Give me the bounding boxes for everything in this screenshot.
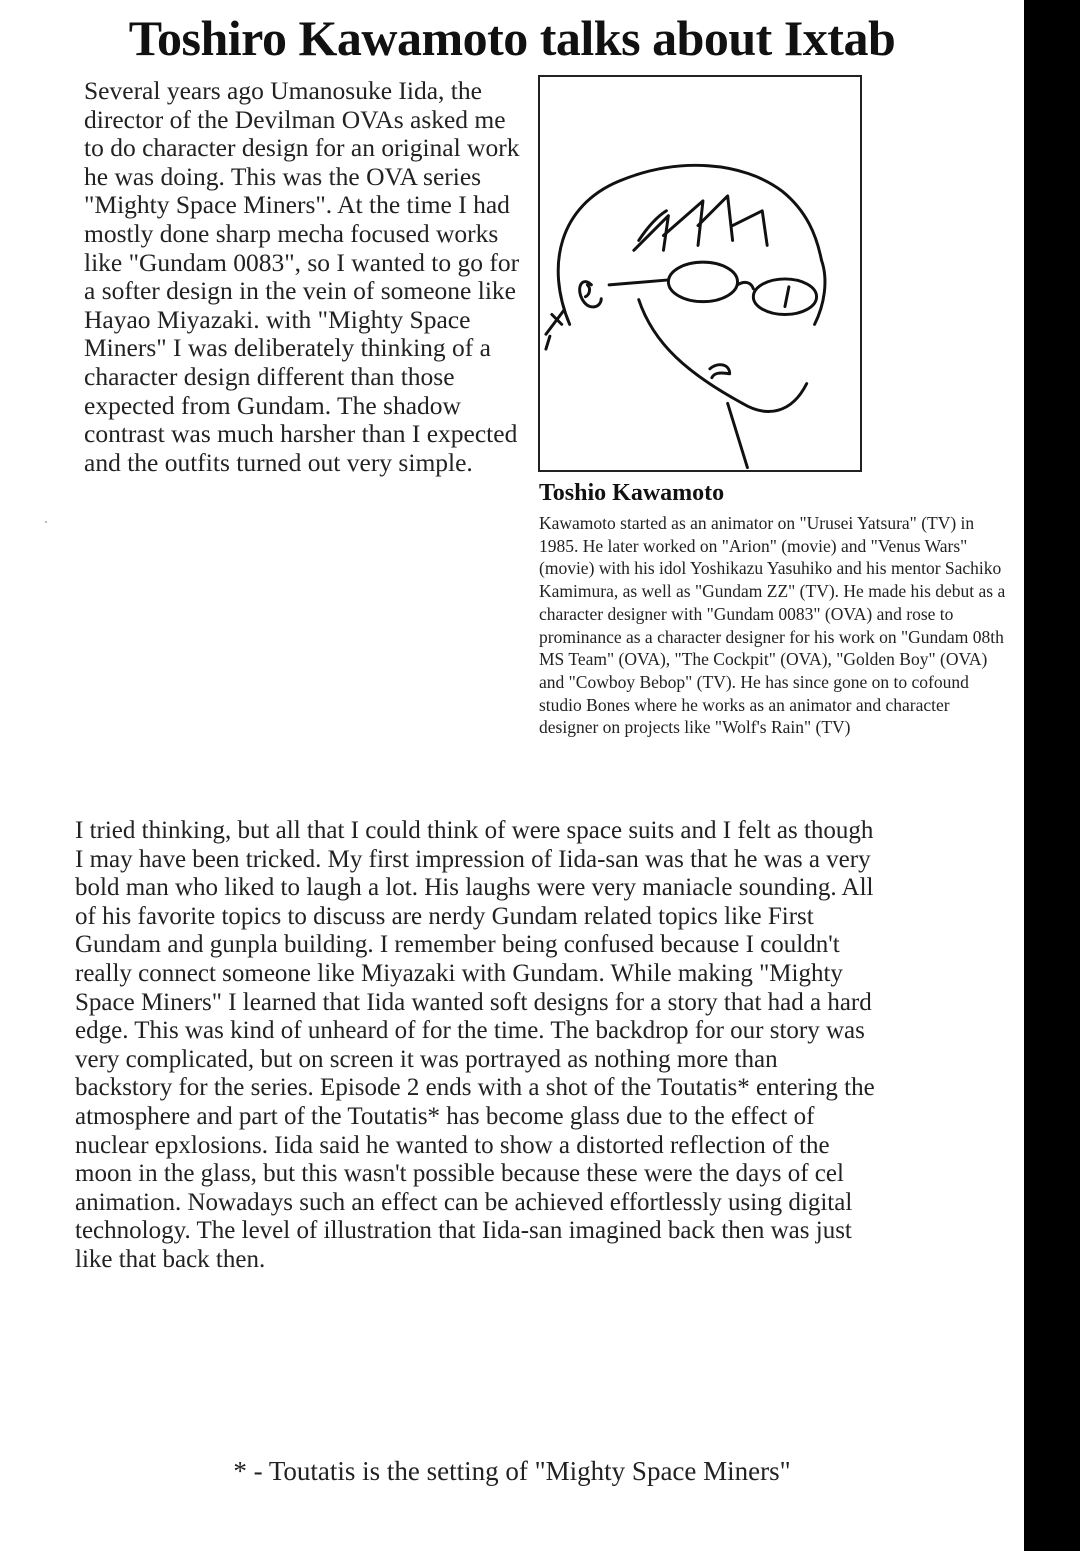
scan-speck <box>45 521 47 523</box>
author-portrait-illustration <box>538 75 862 472</box>
main-body-paragraph: I tried thinking, but all that I could think of were space suits and I felt as though I may have been tricked. My first impression of Iida-san was that he was a very bold man who liked to laugh a lot. His laughs were very maniacle sounding. All of his favorite topics to discuss are nerdy Gundam related topics like First Gundam and gunpla building. I remember being confused because I couldn't really connect someone like Miyazaki with Gundam. While making "Mighty Space Miners" I learned that Iida wanted soft designs for a story that had a hard edge. This was kind of unheard of for the time. The backdrop for our story was very complicated, but on screen it was portrayed as nothing more than backstory for the series. Episode 2 ends with a shot of the Toutatis* entering the atmosphere and part of the Toutatis* has become glass due to the effect of nuclear epxlosions. Iida said he wanted to show a distorted reflection of the moon in the glass, but this wasn't possible because these were the days of cel animation. Nowadays such an effect can be achieved effortlessly using digital technology. The level of illustration that Iida-san imagined back then was just like that back then. <box>75 817 875 1273</box>
bio-heading: Toshio Kawamoto <box>539 480 725 506</box>
self-portrait-sketch <box>540 77 860 470</box>
footnote: * - Toutatis is the setting of "Mighty Space Miners" <box>233 1456 791 1486</box>
page-edge-bar <box>1024 0 1080 1551</box>
bio-paragraph: Kawamoto started as an animator on "Urusei Yatsura" (TV) in 1985. He later worked on "Arion" (movie) and "Venus Wars" (movie) with his idol Yoshikazu Yasuhiko and his mentor Sachiko Kamimura, as well as "Gundam ZZ" (TV). He made his debut as a character designer with "Gundam 0083" (OVA) and rose to prominance as a character designer for his work on "Gundam 08th MS Team" (OVA), "The Cockpit" (OVA), "Golden Boy" (OVA) and "Cowboy Bebop" (TV). He has since gone on to cofound studio Bones where he works as an animator and character designer on projects like "Wolf's Rain" (TV) <box>539 513 1006 738</box>
page-title: Toshiro Kawamoto talks about Ixtab <box>128 10 896 66</box>
intro-paragraph: Several years ago Umanosuke Iida, the director of the Devilman OVAs asked me to do character design for an original work he was doing. This was the OVA series "Mighty Space Miners". At the time I had mostly done sharp mecha focused works like "Gundam 0083", so I wanted to go for a softer design in the vein of someone like Hayao Miyazaki. with "Mighty Space Miners" I was deliberately thinking of a character design different than those expected from Gundam. The shadow contrast was much harsher than I expected and the outfits turned out very simple. <box>84 76 520 477</box>
